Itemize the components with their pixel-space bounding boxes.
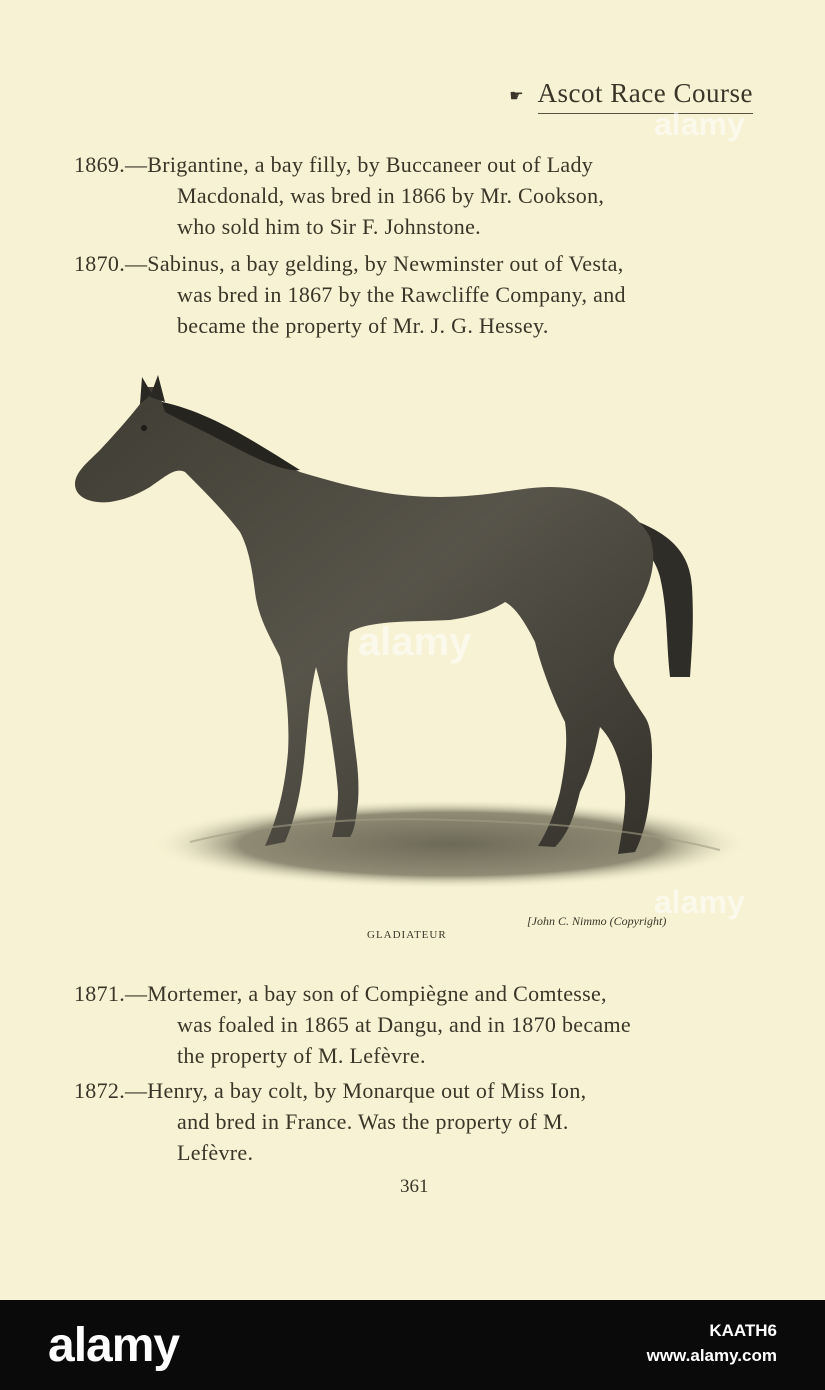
entry-1871 — [74, 978, 754, 1071]
entry-line: Lefèvre. — [177, 1140, 254, 1165]
figure-caption: GLADIATEUR — [367, 929, 447, 941]
entry-1872 — [74, 1075, 754, 1168]
horse-eye — [141, 425, 147, 431]
figure-credit: [John C. Nimmo (Copyright) — [527, 914, 667, 928]
entry-line: was foaled in 1865 at Dangu, and in 1870 became — [177, 1012, 631, 1037]
entry-line: 1872.—Henry, a bay colt, by Monarque out of Miss Ion, — [74, 1078, 587, 1103]
entry-line: Macdonald, was bred in 1866 by Mr. Cookson, — [177, 183, 605, 208]
image-info — [647, 1320, 777, 1370]
entry-line: became the property of Mr. J. G. Hessey. — [177, 313, 549, 338]
entry-line: 1869.—Brigantine, a bay filly, by Buccaneer out of Lady — [74, 152, 594, 177]
watermark-text: alamy — [654, 884, 745, 920]
header-title: Ascot Race Course — [538, 78, 753, 114]
alamy-logo: alamy — [48, 1319, 180, 1372]
watermark-text: alamy — [654, 106, 745, 142]
watermark-text: alamy — [358, 620, 472, 664]
site-url: www.alamy.com — [646, 1346, 777, 1365]
image-code: KAATH6 — [709, 1321, 777, 1340]
entry-1869 — [74, 149, 754, 242]
entry-line: who sold him to Sir F. Johnstone. — [177, 214, 481, 239]
entry-line: 1870.—Sabinus, a bay gelding, by Newminster out of Vesta, — [74, 251, 624, 276]
entry-line: the property of M. Lefèvre. — [177, 1043, 426, 1068]
entry-1870 — [74, 248, 754, 341]
page-number: 361 — [400, 1176, 429, 1197]
entry-line: 1871.—Mortemer, a bay son of Compiègne and Comtesse, — [74, 981, 607, 1006]
ground-shadow — [150, 799, 750, 889]
pointing-hand-icon: ☛ — [509, 88, 524, 105]
entry-line: was bred in 1867 by the Rawcliffe Company, and — [177, 282, 626, 307]
stock-footer-bar — [0, 1300, 825, 1390]
entry-line: and bred in France. Was the property of M. — [177, 1109, 569, 1134]
